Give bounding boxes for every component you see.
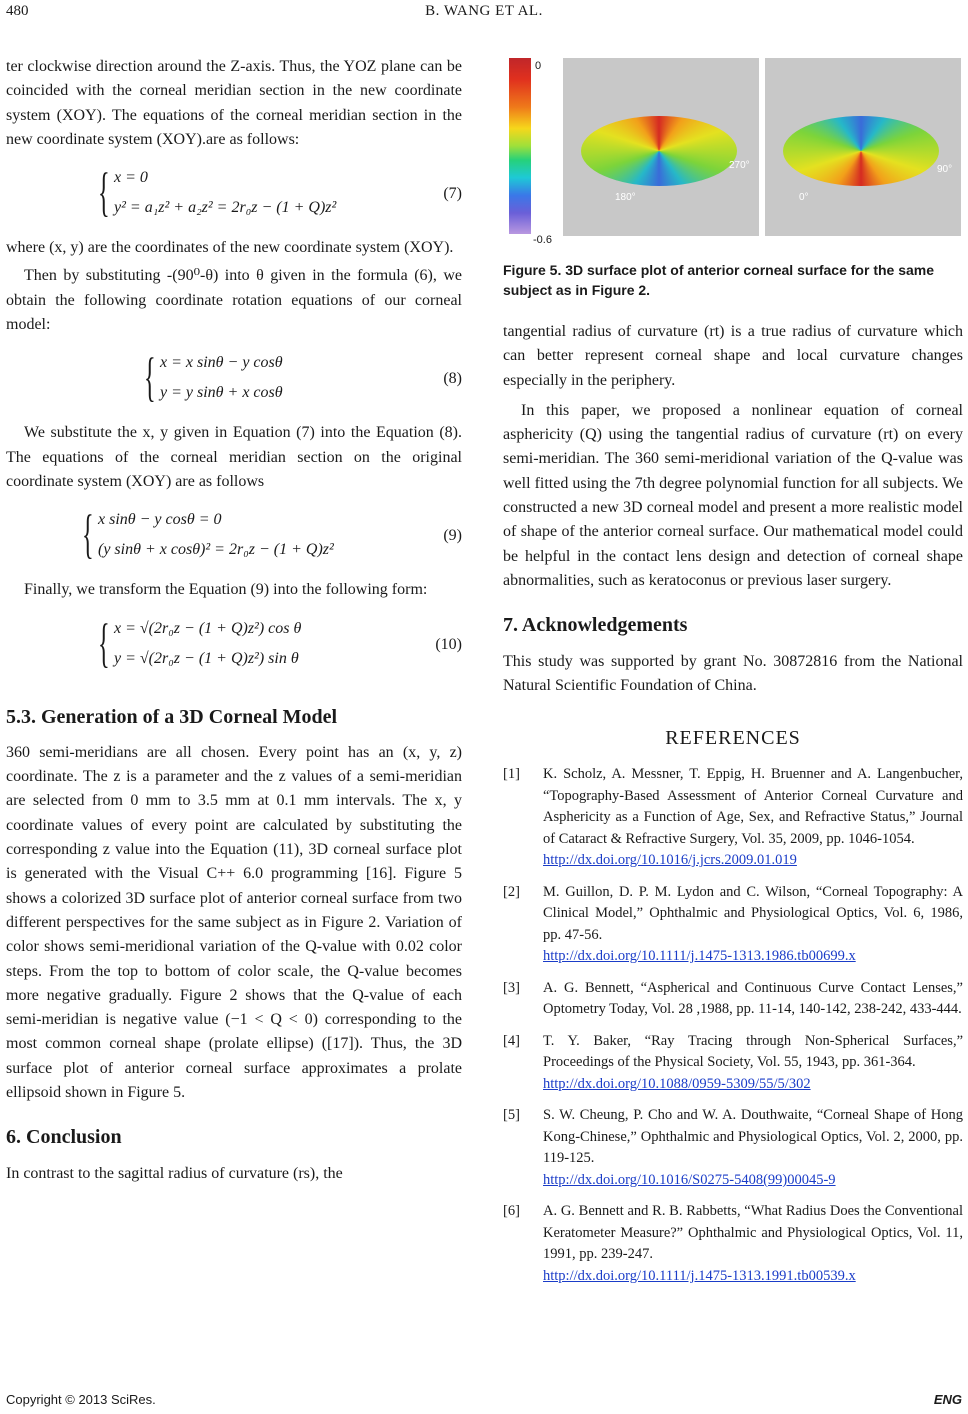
reference-number: [1] xyxy=(503,766,520,783)
figure-caption: Figure 5. 3D surface plot of anterior corneal surface for the same subject as in Figure 2. xyxy=(503,262,935,298)
reference-link[interactable]: http://dx.doi.org/10.1016/j.jcrs.2009.01.019 xyxy=(543,852,797,869)
reference-link[interactable]: http://dx.doi.org/10.1088/0959-5309/55/5/302 xyxy=(543,1075,811,1092)
reference-text: S. W. Cheung, P. Cho and W. A. Douthwaite, “Corneal Shape of Hong Kong-Chinese,” Ophthalmic and Physiological Optics, Vol. 2, 2000, pp. 119-125. xyxy=(543,1107,963,1167)
equation-7: { x = 0 y² = a₁z² + a₂z² = 2r₀z − (1 + Q)z² (7) xyxy=(98,162,462,223)
copyright-notice: Copyright © 2013 SciRes. xyxy=(6,1392,156,1407)
equation-number: (9) xyxy=(443,527,462,545)
color-scale-max-label: 0 xyxy=(535,60,542,72)
page-number: 480 xyxy=(6,3,29,19)
left-column xyxy=(6,55,462,1186)
corneal-surface-ellipsoid xyxy=(581,116,737,186)
running-head: B. WANG ET AL. xyxy=(425,3,543,19)
reference-item xyxy=(503,1031,963,1096)
paragraph: Then by substituting -(90⁰-θ) into θ given in the formula (6), we obtain the following coordinate rotation equations of our corneal model: xyxy=(6,267,462,334)
paragraph: 360 semi-meridians are all chosen. Every point has an (x, y, z) coordinate. The z is a parameter and the z values of a semi-meridian are selected from 0 mm to 3.5 mm at 0.1 mm intervals. The x, y coordinate values of every point are calculated by substituting the corresponding z value into the Equation (11), 3D corneal surface plot is generated with the Visual C++ 6.0 programming [16]. Figure 5 shows a colorized 3D surface plot of anterior corneal surface from two different perspectives for the same subject as in Figure 2. Variation of color shows semi-meridional variation of the Q-value with 0.02 color steps. From the top to bottom of color scale, the Q-value becomes more negative gradually. Figure 2 shows that the Q-value of each semi-meridian is negative value (−1 < Q < 0) corresponding to the most common corneal shape (prolate ellipse) ([17]). Thus, the 3D surface plot of anterior corneal surface approximates a prolate ellipsoid shown in Figure 5. xyxy=(6,743,462,1102)
right-column xyxy=(503,48,963,1297)
equation-number: (10) xyxy=(435,635,462,653)
paragraph: In contrast to the sagittal radius of curvature (rs), the xyxy=(6,1164,343,1182)
reference-number: [2] xyxy=(503,883,520,900)
reference-number: [4] xyxy=(503,1032,520,1049)
paragraph: where (x, y) are the coordinates of the new coordinate system (XOY). xyxy=(6,239,454,257)
angle-label: 0° xyxy=(799,192,809,203)
reference-item xyxy=(503,1201,963,1287)
surface-plot-right xyxy=(765,58,961,236)
reference-item xyxy=(503,1105,963,1191)
reference-link[interactable]: http://dx.doi.org/10.1016/S0275-5408(99)00045-9 xyxy=(543,1171,836,1188)
reference-number: [5] xyxy=(503,1107,520,1124)
reference-text: K. Scholz, A. Messner, T. Eppig, H. Bruenner and A. Langenbucher, “Topography-Based Assessment of Anterior Corneal Curvature and Asphericity as a Function of Age, Sex, and Refractive Status,” Journal of Cataract & Refractive Surgery, Vol. 35, 2009, pp. 1046-1054. xyxy=(543,766,963,847)
color-scale xyxy=(509,58,531,234)
references-heading: REFERENCES xyxy=(665,727,801,750)
angle-label: 270° xyxy=(729,160,750,171)
figure-5 xyxy=(503,48,963,248)
equation-number: (7) xyxy=(443,185,462,203)
section-heading: 5.3. Generation of a 3D Corneal Model xyxy=(6,705,338,728)
equation-9: { x sinθ − y cosθ = 0 (y sinθ + x cosθ)² = 2r₀z − (1 + Q)z² (9) xyxy=(82,504,462,565)
section-heading: 7. Acknowledgements xyxy=(503,614,688,637)
reference-text: A. G. Bennett and R. B. Rabbetts, “What Radius Does the Conventional Keratometer Measure?” Ophthalmic and Physiological Optics, Vol. 11, 1991, pp. 239-247. xyxy=(543,1203,963,1263)
reference-item xyxy=(503,882,963,968)
equation-number: (8) xyxy=(443,370,462,388)
angle-label: 180° xyxy=(615,192,636,203)
surface-plot-left xyxy=(563,58,759,236)
equation-10: { x = √(2r₀z − (1 + Q)z²) cos θ y = √(2r₀z − (1 + Q)z²) sin θ (10) xyxy=(98,612,462,673)
equation-line: y = √(2r₀z − (1 + Q)z²) sin θ xyxy=(114,649,299,667)
equation-line: x = 0 xyxy=(114,169,148,187)
reference-item xyxy=(503,764,963,872)
paragraph: Finally, we transform the Equation (9) into the following form: xyxy=(24,581,428,599)
reference-number: [3] xyxy=(503,979,520,996)
paragraph: In this paper, we proposed a nonlinear equation of corneal asphericity (Q) using the tangential radius of curvature (rt) on every semi-meridian. The 360 semi-meridional variation of the Q-value was well fitted using the 7th degree polynomial function for all subjects. We constructed a new 3D corneal model and present a more realistic model of shape of the anterior corneal surface. Our mathematical model could be helpful in the contact lens design and detection of corneal shape abnormalities, such as keratoconus or previous laser surgery. xyxy=(503,401,963,589)
equation-line: y² = a₁z² + a₂z² = 2r₀z − (1 + Q)z² xyxy=(114,199,337,217)
equation-line: x = x sinθ − y cosθ xyxy=(160,354,283,372)
paragraph: ter clockwise direction around the Z-axis. Thus, the YOZ plane can be coincided with the corneal meridian section in the new coordinate system (XOY). The equations of the corneal meridian section in the new coordinate system (XOY).are as follows: xyxy=(6,58,462,148)
corneal-surface-ellipsoid xyxy=(783,116,939,186)
page-footer xyxy=(6,1392,962,1412)
equation-line: x = √(2r₀z − (1 + Q)z²) cos θ xyxy=(114,619,302,637)
reference-item xyxy=(503,978,963,1021)
paragraph: This study was supported by grant No. 30872816 from the National Natural Scientific Foundation of China. xyxy=(503,652,963,694)
page-header xyxy=(0,0,968,24)
reference-text: A. G. Bennett, “Aspherical and Continuous Curve Contact Lenses,” Optometry Today, Vol. 28 ,1988, pp. 11-14, 140-142, 238-242, 433-444. xyxy=(543,979,963,1018)
angle-label: 90° xyxy=(937,164,953,175)
equation-8: { x = x sinθ − y cosθ y = y sinθ + x cosθ (8) xyxy=(144,347,462,408)
reference-text: T. Y. Baker, “Ray Tracing through Non-Spherical Surfaces,” Proceedings of the Physical Society, Vol. 55, 1943, pp. 361-364. xyxy=(543,1032,963,1071)
section-heading: 6. Conclusion xyxy=(6,1126,122,1149)
reference-link[interactable]: http://dx.doi.org/10.1111/j.1475-1313.1991.tb00539.x xyxy=(543,1267,856,1284)
equation-line: (y sinθ + x cosθ)² = 2r₀z − (1 + Q)z² xyxy=(98,541,334,559)
reference-link[interactable]: http://dx.doi.org/10.1111/j.1475-1313.1986.tb00699.x xyxy=(543,948,856,965)
reference-list xyxy=(503,764,963,1287)
equation-line: x sinθ − y cosθ = 0 xyxy=(98,511,222,529)
color-scale-min-label: -0.6 xyxy=(533,234,552,246)
reference-text: M. Guillon, D. P. M. Lydon and C. Wilson, “Corneal Topography: A Clinical Model,” Ophthalmic and Physiological Optics, Vol. 6, 1986, pp. 47-56. xyxy=(543,883,963,943)
paragraph: We substitute the x, y given in Equation (7) into the Equation (8). The equations of the corneal meridian section on the original coordinate system (XOY) are as follows xyxy=(6,424,462,490)
journal-abbrev: ENG xyxy=(933,1392,962,1407)
equation-line: y = y sinθ + x cosθ xyxy=(160,384,283,402)
paragraph: tangential radius of curvature (rt) is a true radius of curvature which can better represent corneal shape and local curvature changes especially in the periphery. xyxy=(503,323,963,389)
reference-number: [6] xyxy=(503,1203,520,1220)
